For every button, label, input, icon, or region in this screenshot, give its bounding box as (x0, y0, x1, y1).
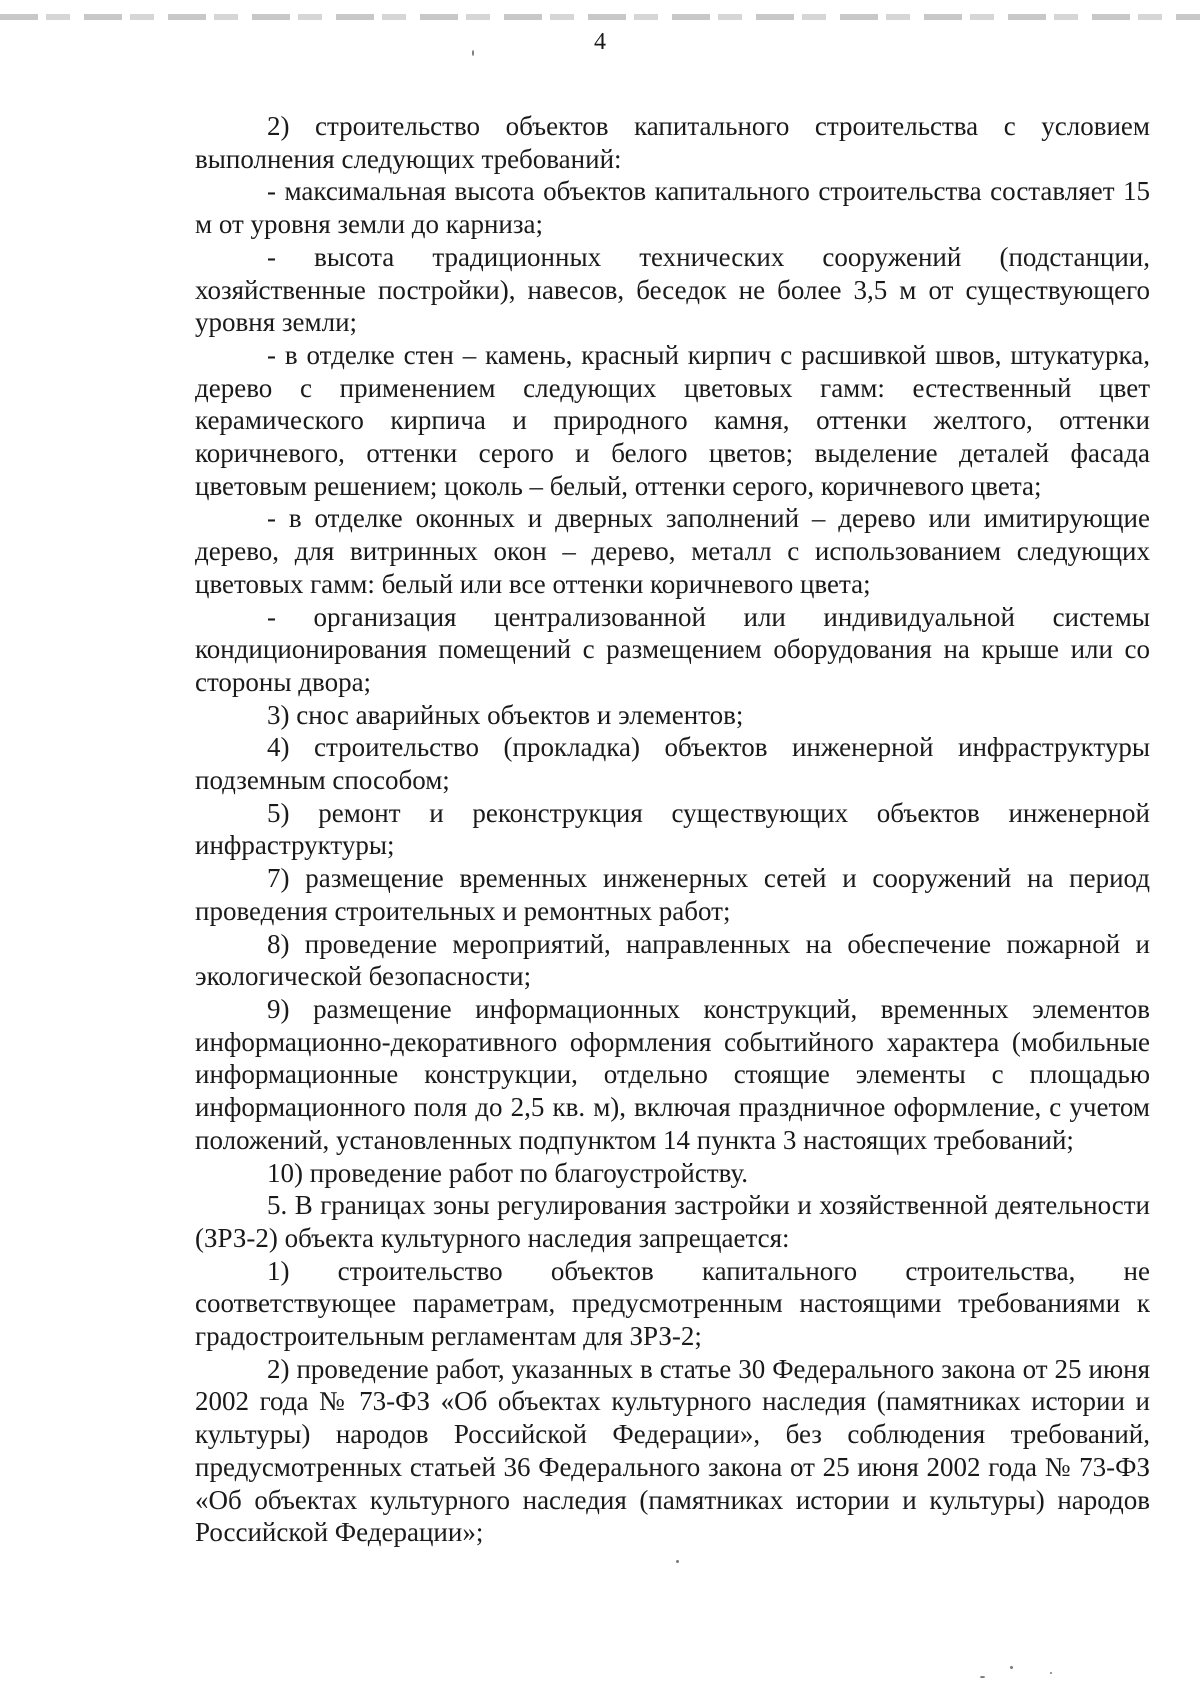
paragraph-item-3: 3) снос аварийных объектов и элементов; (267, 699, 744, 730)
paragraph-section-5: 5. В границах зоны регулирования застройки и хозяйственной деятельности (ЗРЗ-2) объекта культурного наследия запрещается: (195, 1190, 1150, 1253)
paragraph-item-4: 4) строительство (прокладка) объектов инженерной инфраструктуры подземным способом; (195, 732, 1150, 796)
scan-speck (1050, 1672, 1052, 1674)
paragraph-window-door-finish: - в отделке оконных и дверных заполнений – дерево или имитирующие дерево, для витринных окон – дерево, металл с использованием следующих цветовых гамм: белый или все оттенки коричневого цвета; (195, 503, 1150, 599)
paragraph-item-7: 7) размещение временных инженерных сетей и сооружений на период проведения строительных и ремонтных работ; (195, 863, 1150, 926)
paragraph-item-10: 10) проведение работ по благоустройству. (267, 1157, 748, 1188)
scan-speck (472, 50, 474, 56)
paragraph-item-5: 5) ремонт и реконструкция существующих объектов инженерной инфраструктуры; (195, 797, 1150, 861)
paragraph-air-conditioning: - организация централизованной или индивидуальной системы кондиционирования помещений с размещением оборудования на крыше или со стороны двора; (195, 601, 1150, 697)
paragraph-item-9: 9) размещение информационных конструкций, временных элементов информационно-декоративного оформления событийного характера (мобильные информационные конструкции, отдельно стоящие элементы с площадью информационного поля до 2,5 кв. м), включая праздничное оформление, с учетом положений, установленных подпунктом 14 пункта 3 настоящих требований; (195, 993, 1150, 1155)
scan-edge-artifact (0, 14, 1200, 20)
scan-speck (980, 1676, 985, 1678)
paragraph-item-2: 2) строительство объектов капитального строительства с условием выполнения следующих требований: (195, 111, 1150, 174)
paragraph-max-height: - максимальная высота объектов капитального строительства составляет 15 м от уровня земли до карниза; (195, 176, 1150, 240)
paragraph-prohibited-1: 1) строительство объектов капитального строительства, не соответствующее параметрам, предусмотренным настоящими требованиями к градостроительным регламентам для ЗРЗ-2; (195, 1255, 1150, 1352)
page-number: 4 (594, 29, 606, 55)
paragraph-tech-structures-height: - высота традиционных технических сооружений (подстанции, хозяйственные постройки), навесов, беседок не более 3,5 м от существующего уровня земли; (195, 241, 1150, 338)
paragraph-wall-finish: - в отделке стен – камень, красный кирпич с расшивкой швов, штукатурка, дерево с применением следующих цветовых гамм: естественный цвет керамического кирпича и природного камня, оттенки желтого, оттенки коричневого, оттенки серого и белого цветов; выделение деталей фасада цветовым решением; цоколь – белый, оттенки серого, коричневого цвета; (195, 339, 1150, 501)
scan-speck (676, 1560, 679, 1563)
document-body (195, 110, 1150, 1549)
scan-speck (1010, 1666, 1013, 1669)
paragraph-prohibited-2: 2) проведение работ, указанных в статье 30 Федерального закона от 25 июня 2002 года № 73-ФЗ «Об объектах культурного наследия (памятниках истории и культуры) народов Российской Федерации», без соблюдения требований, предусмотренных статьей 36 Федерального закона от 25 июня 2002 года № 73-ФЗ «Об объектах культурного наследия (памятниках истории и культуры) народов Российской Федерации»; (195, 1353, 1150, 1548)
paragraph-item-8: 8) проведение мероприятий, направленных на обеспечение пожарной и экологической безопасности; (195, 928, 1150, 992)
